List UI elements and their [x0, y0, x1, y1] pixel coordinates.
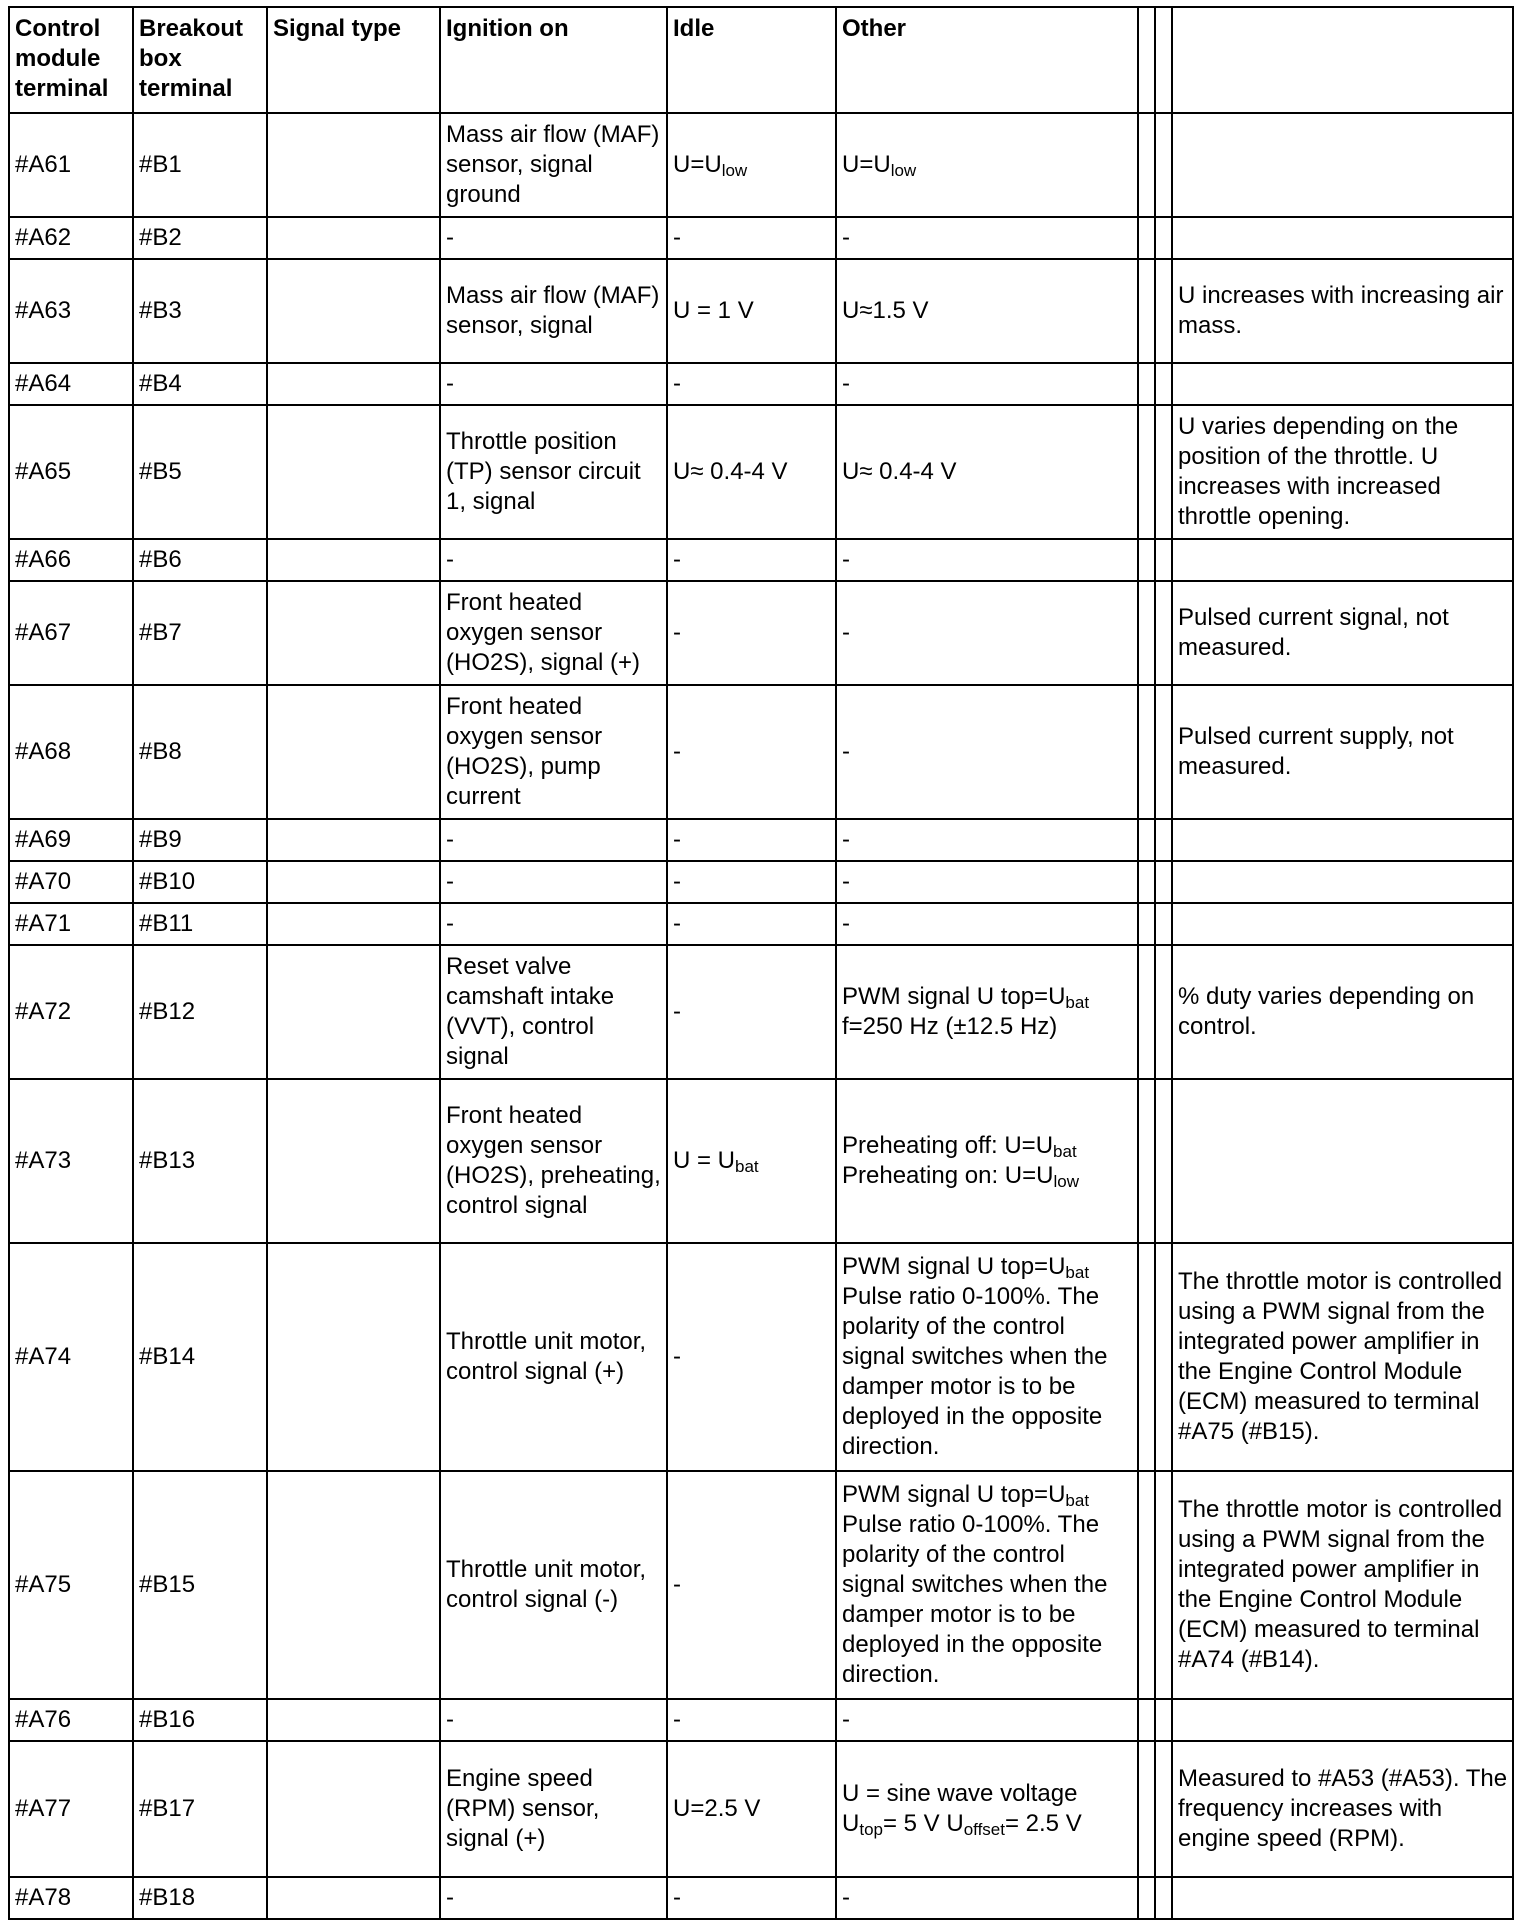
other-value: PWM signal U $top=U_{bat}$ Pulse ratio 0-100%. The polarity of the control signal switches when the damper motor is to be deployed in the opposite direction. [836, 1243, 1138, 1471]
signal-type [267, 363, 440, 405]
ignition-on-value: - [440, 903, 667, 945]
ignition-on-value: - [440, 1877, 667, 1919]
blank-a [1138, 1741, 1155, 1877]
signal-type [267, 685, 440, 819]
breakout-box-terminal: #B4 [133, 363, 267, 405]
ignition-on-value: Engine speed (RPM) sensor, signal (+) [440, 1741, 667, 1877]
blank-b [1155, 363, 1172, 405]
signal-type [267, 1079, 440, 1243]
blank-a [1138, 1471, 1155, 1699]
blank-a [1138, 581, 1155, 685]
comment [1172, 1877, 1513, 1919]
breakout-box-terminal: #B3 [133, 259, 267, 363]
breakout-box-terminal: #B16 [133, 1699, 267, 1741]
header-other: Other [836, 7, 1138, 113]
table-row [9, 217, 1513, 259]
header-blank-b [1155, 7, 1172, 113]
other-value: - [836, 539, 1138, 581]
signal-type [267, 1699, 440, 1741]
table-row [9, 1471, 1513, 1699]
table-row [9, 259, 1513, 363]
idle-value: - [667, 685, 836, 819]
signal-table [8, 6, 1514, 1920]
header-control-module-terminal: Control module terminal [9, 7, 133, 113]
blank-b [1155, 581, 1172, 685]
control-module-terminal: #A71 [9, 903, 133, 945]
breakout-box-terminal: #B13 [133, 1079, 267, 1243]
comment [1172, 113, 1513, 217]
other-value: - [836, 1877, 1138, 1919]
idle-value: - [667, 1877, 836, 1919]
blank-a [1138, 819, 1155, 861]
other-value: - [836, 1699, 1138, 1741]
other-value: - [836, 861, 1138, 903]
terminal-voltage-table [8, 6, 1512, 1911]
signal-type [267, 259, 440, 363]
table-row [9, 1877, 1513, 1919]
control-module-terminal: #A67 [9, 581, 133, 685]
blank-b [1155, 1471, 1172, 1699]
breakout-box-terminal: #B12 [133, 945, 267, 1079]
control-module-terminal: #A76 [9, 1699, 133, 1741]
signal-type [267, 1471, 440, 1699]
blank-a [1138, 861, 1155, 903]
other-value: - [836, 819, 1138, 861]
blank-a [1138, 1243, 1155, 1471]
comment: U increases with increasing air mass. [1172, 259, 1513, 363]
control-module-terminal: #A63 [9, 259, 133, 363]
idle-value: - [667, 217, 836, 259]
ignition-on-value: - [440, 1699, 667, 1741]
blank-a [1138, 903, 1155, 945]
breakout-box-terminal: #B10 [133, 861, 267, 903]
idle-value: - [667, 363, 836, 405]
table-row [9, 363, 1513, 405]
ignition-on-value: - [440, 861, 667, 903]
table-row [9, 903, 1513, 945]
table-row [9, 1741, 1513, 1877]
comment: Pulsed current supply, not measured. [1172, 685, 1513, 819]
breakout-box-terminal: #B18 [133, 1877, 267, 1919]
other-value: U≈1.5 V [836, 259, 1138, 363]
table-row [9, 1699, 1513, 1741]
breakout-box-terminal: #B1 [133, 113, 267, 217]
header-idle: Idle [667, 7, 836, 113]
other-value: - [836, 217, 1138, 259]
signal-type [267, 861, 440, 903]
idle-value: U≈ 0.4-4 V [667, 405, 836, 539]
ignition-on-value: Throttle unit motor, control signal (-) [440, 1471, 667, 1699]
blank-b [1155, 1079, 1172, 1243]
table-row [9, 861, 1513, 903]
breakout-box-terminal: #B9 [133, 819, 267, 861]
comment: The throttle motor is controlled using a PWM signal from the integrated power amplifier in the Engine Control Module (ECM) measured to terminal #A75 (#B15). [1172, 1243, 1513, 1471]
ignition-on-value: - [440, 819, 667, 861]
control-module-terminal: #A73 [9, 1079, 133, 1243]
breakout-box-terminal: #B5 [133, 405, 267, 539]
blank-a [1138, 539, 1155, 581]
idle-value: - [667, 581, 836, 685]
breakout-box-terminal: #B14 [133, 1243, 267, 1471]
ignition-on-value: - [440, 539, 667, 581]
header-signal-type: Signal type [267, 7, 440, 113]
signal-type [267, 539, 440, 581]
comment: U varies depending on the position of the throttle. U increases with increased throttle opening. [1172, 405, 1513, 539]
comment: Pulsed current signal, not measured. [1172, 581, 1513, 685]
control-module-terminal: #A78 [9, 1877, 133, 1919]
control-module-terminal: #A61 [9, 113, 133, 217]
blank-a [1138, 405, 1155, 539]
blank-a [1138, 217, 1155, 259]
control-module-terminal: #A77 [9, 1741, 133, 1877]
signal-type [267, 819, 440, 861]
blank-b [1155, 113, 1172, 217]
blank-a [1138, 1079, 1155, 1243]
idle-value: $U = U_{bat}$ [667, 1079, 836, 1243]
header-breakout-box-terminal: Breakout box terminal [133, 7, 267, 113]
header-row [9, 7, 1513, 113]
table-row [9, 581, 1513, 685]
other-value: PWM signal U $top=U_{bat}$ Pulse ratio 0-100%. The polarity of the control signal switches when the damper motor is to be deployed in the opposite direction. [836, 1471, 1138, 1699]
blank-b [1155, 945, 1172, 1079]
comment [1172, 819, 1513, 861]
idle-value: U = 1 V [667, 259, 836, 363]
blank-a [1138, 259, 1155, 363]
table-row [9, 539, 1513, 581]
ignition-on-value: Front heated oxygen sensor (HO2S), signal (+) [440, 581, 667, 685]
other-value: PWM signal U $top=U_{bat}$ f=250 Hz (±12.5 Hz) [836, 945, 1138, 1079]
control-module-terminal: #A74 [9, 1243, 133, 1471]
blank-b [1155, 1243, 1172, 1471]
idle-value: - [667, 1243, 836, 1471]
control-module-terminal: #A68 [9, 685, 133, 819]
ignition-on-value: Mass air flow (MAF) sensor, signal [440, 259, 667, 363]
ignition-on-value: Front heated oxygen sensor (HO2S), preheating, control signal [440, 1079, 667, 1243]
header-blank-a [1138, 7, 1155, 113]
blank-a [1138, 1877, 1155, 1919]
other-value: U = sine wave voltage $U_{top}= 5$ V $U_{offset}= 2.5$ V [836, 1741, 1138, 1877]
control-module-terminal: #A72 [9, 945, 133, 1079]
breakout-box-terminal: #B7 [133, 581, 267, 685]
blank-a [1138, 685, 1155, 819]
ignition-on-value: Throttle unit motor, control signal (+) [440, 1243, 667, 1471]
comment: Measured to #A53 (#A53). The frequency increases with engine speed (RPM). [1172, 1741, 1513, 1877]
blank-b [1155, 539, 1172, 581]
signal-type [267, 945, 440, 1079]
control-module-terminal: #A62 [9, 217, 133, 259]
ignition-on-value: Front heated oxygen sensor (HO2S), pump current [440, 685, 667, 819]
blank-b [1155, 259, 1172, 363]
blank-b [1155, 819, 1172, 861]
signal-type [267, 1877, 440, 1919]
blank-b [1155, 1877, 1172, 1919]
comment [1172, 861, 1513, 903]
table-row [9, 819, 1513, 861]
ignition-on-value: Reset valve camshaft intake (VVT), control signal [440, 945, 667, 1079]
idle-value: - [667, 1471, 836, 1699]
control-module-terminal: #A75 [9, 1471, 133, 1699]
table-row [9, 113, 1513, 217]
signal-type [267, 113, 440, 217]
blank-b [1155, 405, 1172, 539]
ignition-on-value: Throttle position (TP) sensor circuit 1, signal [440, 405, 667, 539]
header-comment [1172, 7, 1513, 113]
breakout-box-terminal: #B6 [133, 539, 267, 581]
idle-value: - [667, 539, 836, 581]
other-value: - [836, 903, 1138, 945]
blank-a [1138, 113, 1155, 217]
idle-value: - [667, 945, 836, 1079]
ignition-on-value: - [440, 363, 667, 405]
breakout-box-terminal: #B15 [133, 1471, 267, 1699]
signal-type [267, 405, 440, 539]
idle-value: - [667, 861, 836, 903]
signal-type [267, 1243, 440, 1471]
blank-b [1155, 903, 1172, 945]
control-module-terminal: #A65 [9, 405, 133, 539]
control-module-terminal: #A64 [9, 363, 133, 405]
control-module-terminal: #A69 [9, 819, 133, 861]
breakout-box-terminal: #B11 [133, 903, 267, 945]
table-row [9, 945, 1513, 1079]
breakout-box-terminal: #B2 [133, 217, 267, 259]
comment [1172, 1079, 1513, 1243]
breakout-box-terminal: #B17 [133, 1741, 267, 1877]
header-ignition-on: Ignition on [440, 7, 667, 113]
table-row [9, 405, 1513, 539]
breakout-box-terminal: #B8 [133, 685, 267, 819]
comment [1172, 539, 1513, 581]
table-row [9, 685, 1513, 819]
blank-b [1155, 217, 1172, 259]
table-row [9, 1079, 1513, 1243]
idle-value: $U=U_{low}$ [667, 113, 836, 217]
table-body [9, 113, 1513, 1919]
other-value: - [836, 363, 1138, 405]
comment: % duty varies depending on control. [1172, 945, 1513, 1079]
ignition-on-value: - [440, 217, 667, 259]
control-module-terminal: #A70 [9, 861, 133, 903]
comment [1172, 363, 1513, 405]
control-module-terminal: #A66 [9, 539, 133, 581]
comment [1172, 903, 1513, 945]
signal-type [267, 217, 440, 259]
ignition-on-value: Mass air flow (MAF) sensor, signal ground [440, 113, 667, 217]
idle-value: - [667, 819, 836, 861]
blank-a [1138, 363, 1155, 405]
table-row [9, 1243, 1513, 1471]
blank-b [1155, 1741, 1172, 1877]
comment [1172, 1699, 1513, 1741]
blank-b [1155, 861, 1172, 903]
other-value: Preheating off: $U=U_{bat}$ Preheating on: $U=U_{low}$ [836, 1079, 1138, 1243]
blank-b [1155, 1699, 1172, 1741]
signal-type [267, 1741, 440, 1877]
idle-value: - [667, 1699, 836, 1741]
other-value: U≈ 0.4-4 V [836, 405, 1138, 539]
signal-type [267, 903, 440, 945]
other-value: $U=U_{low}$ [836, 113, 1138, 217]
idle-value: - [667, 903, 836, 945]
blank-a [1138, 1699, 1155, 1741]
other-value: - [836, 685, 1138, 819]
other-value: - [836, 581, 1138, 685]
blank-a [1138, 945, 1155, 1079]
comment [1172, 217, 1513, 259]
comment: The throttle motor is controlled using a PWM signal from the integrated power amplifier in the Engine Control Module (ECM) measured to terminal #A74 (#B14). [1172, 1471, 1513, 1699]
signal-type [267, 581, 440, 685]
idle-value: U=2.5 V [667, 1741, 836, 1877]
blank-b [1155, 685, 1172, 819]
